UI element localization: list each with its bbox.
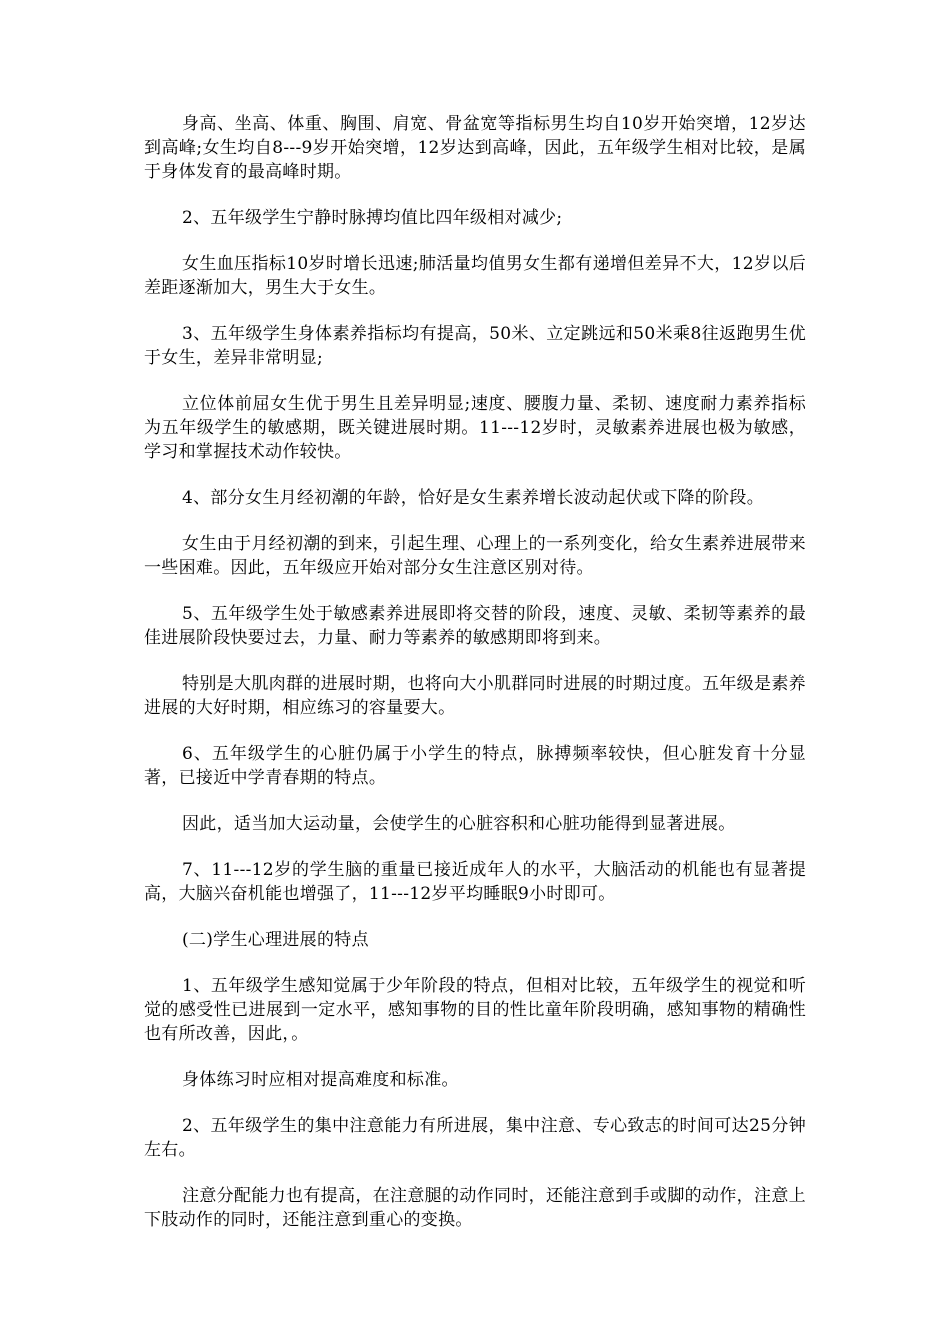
paragraph-1: 身高、坐高、体重、胸围、肩宽、骨盆宽等指标男生均自10岁开始突增，12岁达到高峰;女生均自8---9岁开始突增，12岁达到高峰，因此，五年级学生相对比较，是属于身体发育的最高峰时期。 bbox=[144, 114, 806, 182]
paragraph-12: 7、11---12岁的学生脑的重量已接近成年人的水平，大脑活动的机能也有显著提高，大脑兴奋机能也增强了，11---12岁平均睡眠9小时即可。 bbox=[144, 860, 806, 904]
paragraph-5: 立位体前屈女生优于男生且差异明显;速度、腰腹力量、柔韧、速度耐力素养指标为五年级学生的敏感期，既关键进展时期。11---12岁时，灵敏素养进展也极为敏感，学习和掌握技术动作较快。 bbox=[144, 394, 806, 462]
paragraph-9: 特别是大肌肉群的进展时期，也将向大小肌群同时进展的时期过度。五年级是素养进展的大好时期，相应练习的容量要大。 bbox=[144, 674, 806, 718]
paragraph-6: 4、部分女生月经初潮的年龄，恰好是女生素养增长波动起伏或下降的阶段。 bbox=[182, 488, 765, 508]
paragraph-7: 女生由于月经初潮的到来，引起生理、心理上的一系列变化，给女生素养进展带来一些困难。因此，五年级应开始对部分女生注意区别对待。 bbox=[144, 534, 806, 578]
paragraph-17: 注意分配能力也有提高，在注意腿的动作同时，还能注意到手或脚的动作，注意上下肢动作的同时，还能注意到重心的变换。 bbox=[144, 1186, 806, 1230]
paragraph-10: 6、五年级学生的心脏仍属于小学生的特点，脉搏频率较快，但心脏发育十分显著，已接近中学青春期的特点。 bbox=[144, 744, 806, 788]
paragraph-4: 3、五年级学生身体素养指标均有提高，50米、立定跳远和50米乘8往返跑男生优于女生，差异非常明显; bbox=[144, 324, 806, 368]
paragraph-16: 2、五年级学生的集中注意能力有所进展，集中注意、专心致志的时间可达25分钟左右。 bbox=[144, 1116, 806, 1160]
paragraph-8: 5、五年级学生处于敏感素养进展即将交替的阶段，速度、灵敏、柔韧等素养的最佳进展阶段快要过去，力量、耐力等素养的敏感期即将到来。 bbox=[144, 604, 806, 648]
paragraph-14: 1、五年级学生感知觉属于少年阶段的特点，但相对比较，五年级学生的视觉和听觉的感受性已进展到一定水平，感知事物的目的性比童年阶段明确，感知事物的精确性也有所改善，因此，。 bbox=[144, 976, 806, 1044]
document-body bbox=[144, 112, 806, 1254]
paragraph-11: 因此，适当加大运动量，会使学生的心脏容积和心脏功能得到显著进展。 bbox=[182, 814, 736, 834]
section-heading: (二)学生心理进展的特点 bbox=[182, 930, 369, 950]
paragraph-15: 身体练习时应相对提高难度和标准。 bbox=[182, 1070, 459, 1090]
paragraph-2: 2、五年级学生宁静时脉搏均值比四年级相对减少; bbox=[182, 208, 563, 228]
paragraph-3: 女生血压指标10岁时增长迅速;肺活量均值男女生都有递增但差异不大，12岁以后差距逐渐加大，男生大于女生。 bbox=[144, 254, 806, 298]
